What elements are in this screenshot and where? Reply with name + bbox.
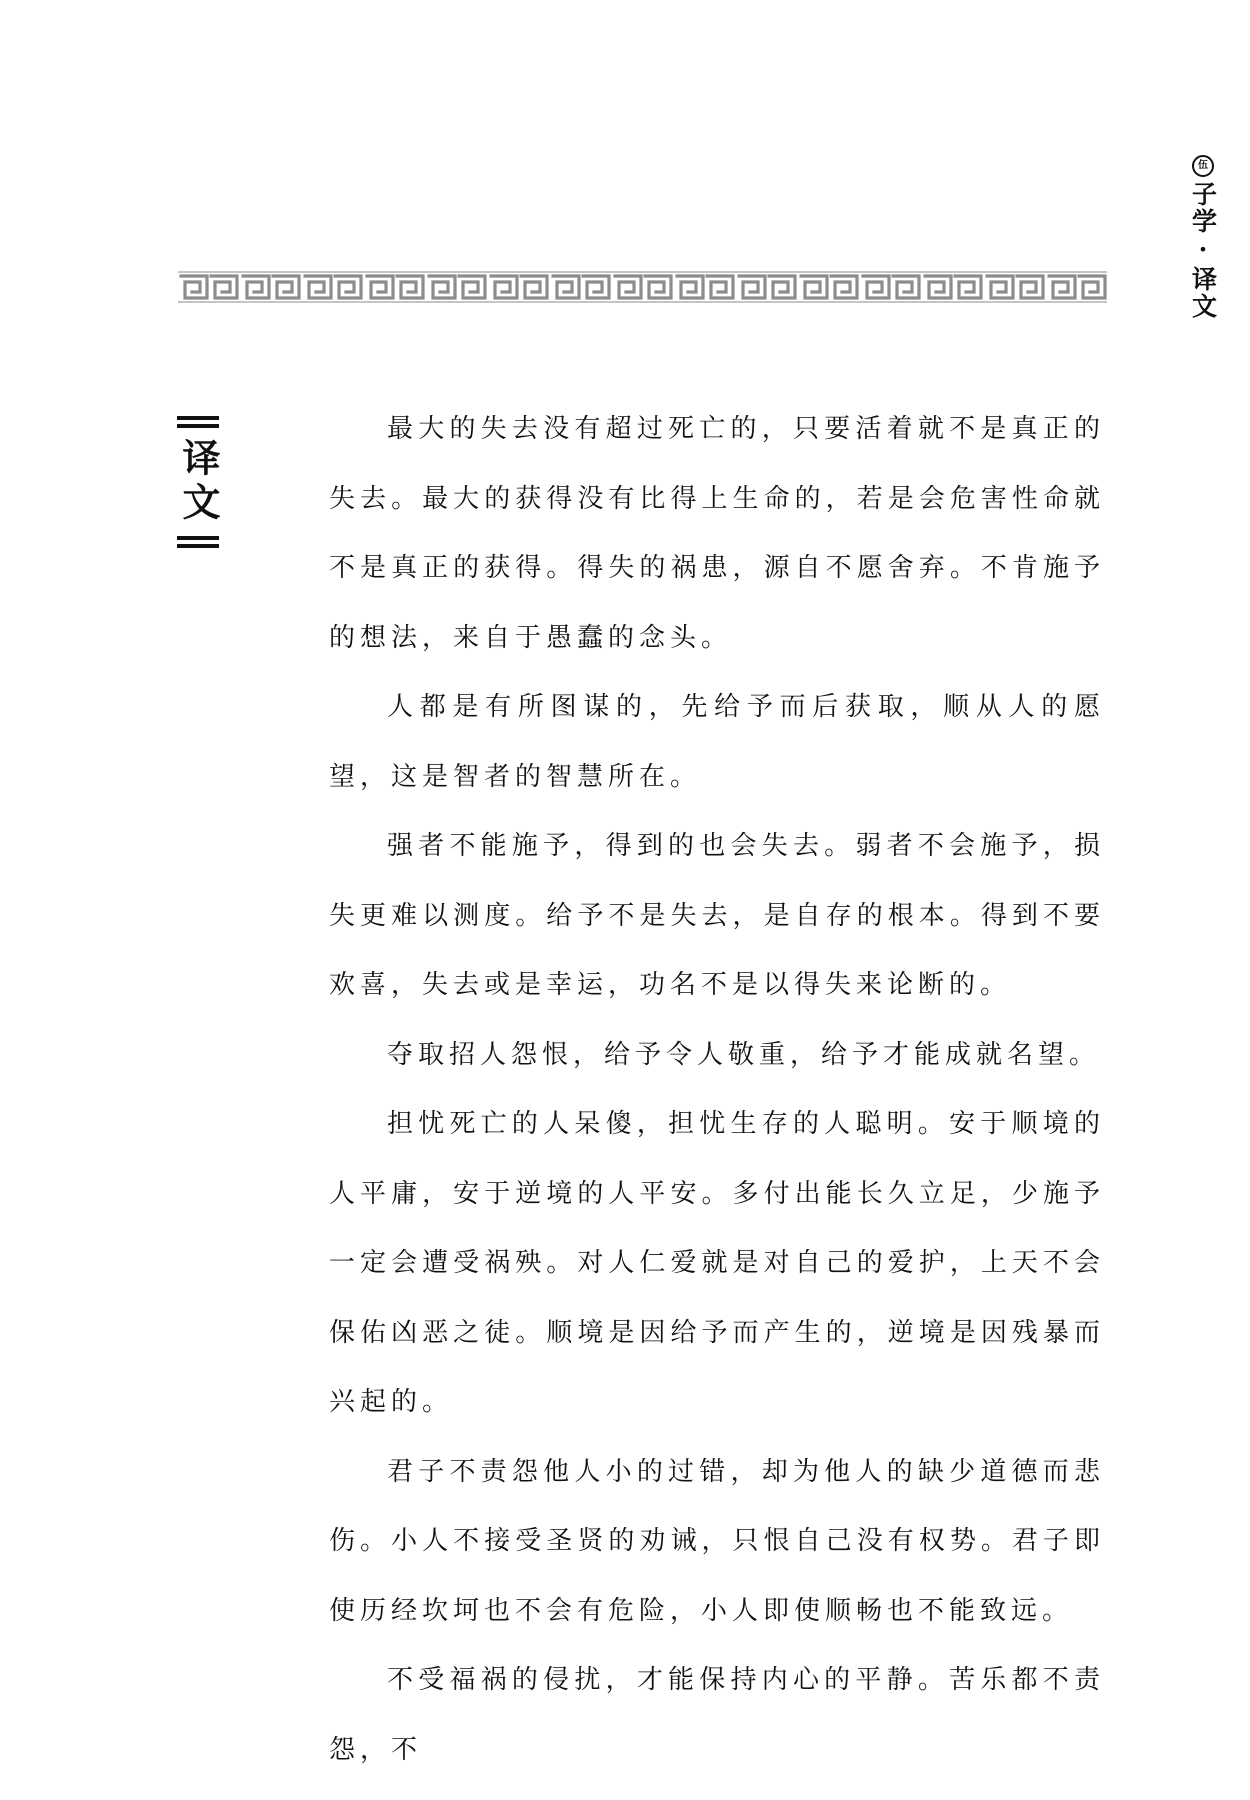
heading-rule (177, 544, 219, 548)
paragraph: 最大的失去没有超过死亡的，只要活着就不是真正的失去。最大的获得没有比得上生命的，若是会危害性命就不是真正的获得。得失的祸患，源自不愿舍弃。不肯施予的想法，来自于愚蠢的念头。 (329, 414, 1105, 653)
heading-rule (177, 416, 219, 420)
paragraph: 不受福祸的侵扰，才能保持内心的平静。苦乐都不责怨，不 (329, 1665, 1105, 1765)
paragraph: 担忧死亡的人呆傻，担忧生存的人聪明。安于顺境的人平庸，安于逆境的人平安。多付出能长久立足，少施予一定会遭受祸殃。对人仁爱就是对自己的爱护，上天不会保佑凶恶之徒。顺境是因给予而产生的，逆境是因残暴而兴起的。 (329, 1109, 1105, 1417)
heading-rule (177, 536, 219, 540)
translation-body (329, 395, 1105, 1785)
running-header-text: 子学·译文 (1188, 181, 1218, 320)
chapter-mark: 伍 (1192, 155, 1214, 177)
decorative-key-border (178, 271, 1107, 303)
heading-rule (177, 424, 219, 428)
paragraph: 夺取招人怨恨，给予令人敬重，给予才能成就名望。 (387, 1039, 1101, 1070)
paragraph: 人都是有所图谋的，先给予而后获取，顺从人的愿望，这是智者的智慧所在。 (329, 692, 1105, 792)
section-heading (176, 414, 220, 550)
paragraph: 君子不责怨他人小的过错，却为他人的缺少道德而悲伤。小人不接受圣贤的劝诫，只恨自己没有权势。君子即使历经坎坷也不会有危险，小人即使顺畅也不能致远。 (329, 1456, 1105, 1626)
running-header (1181, 155, 1225, 320)
section-title: 译文 (176, 438, 221, 526)
paragraph: 强者不能施予，得到的也会失去。弱者不会施予，损失更难以测度。给予不是失去，是自存的根本。得到不要欢喜，失去或是幸运，功名不是以得失来论断的。 (329, 831, 1105, 1000)
